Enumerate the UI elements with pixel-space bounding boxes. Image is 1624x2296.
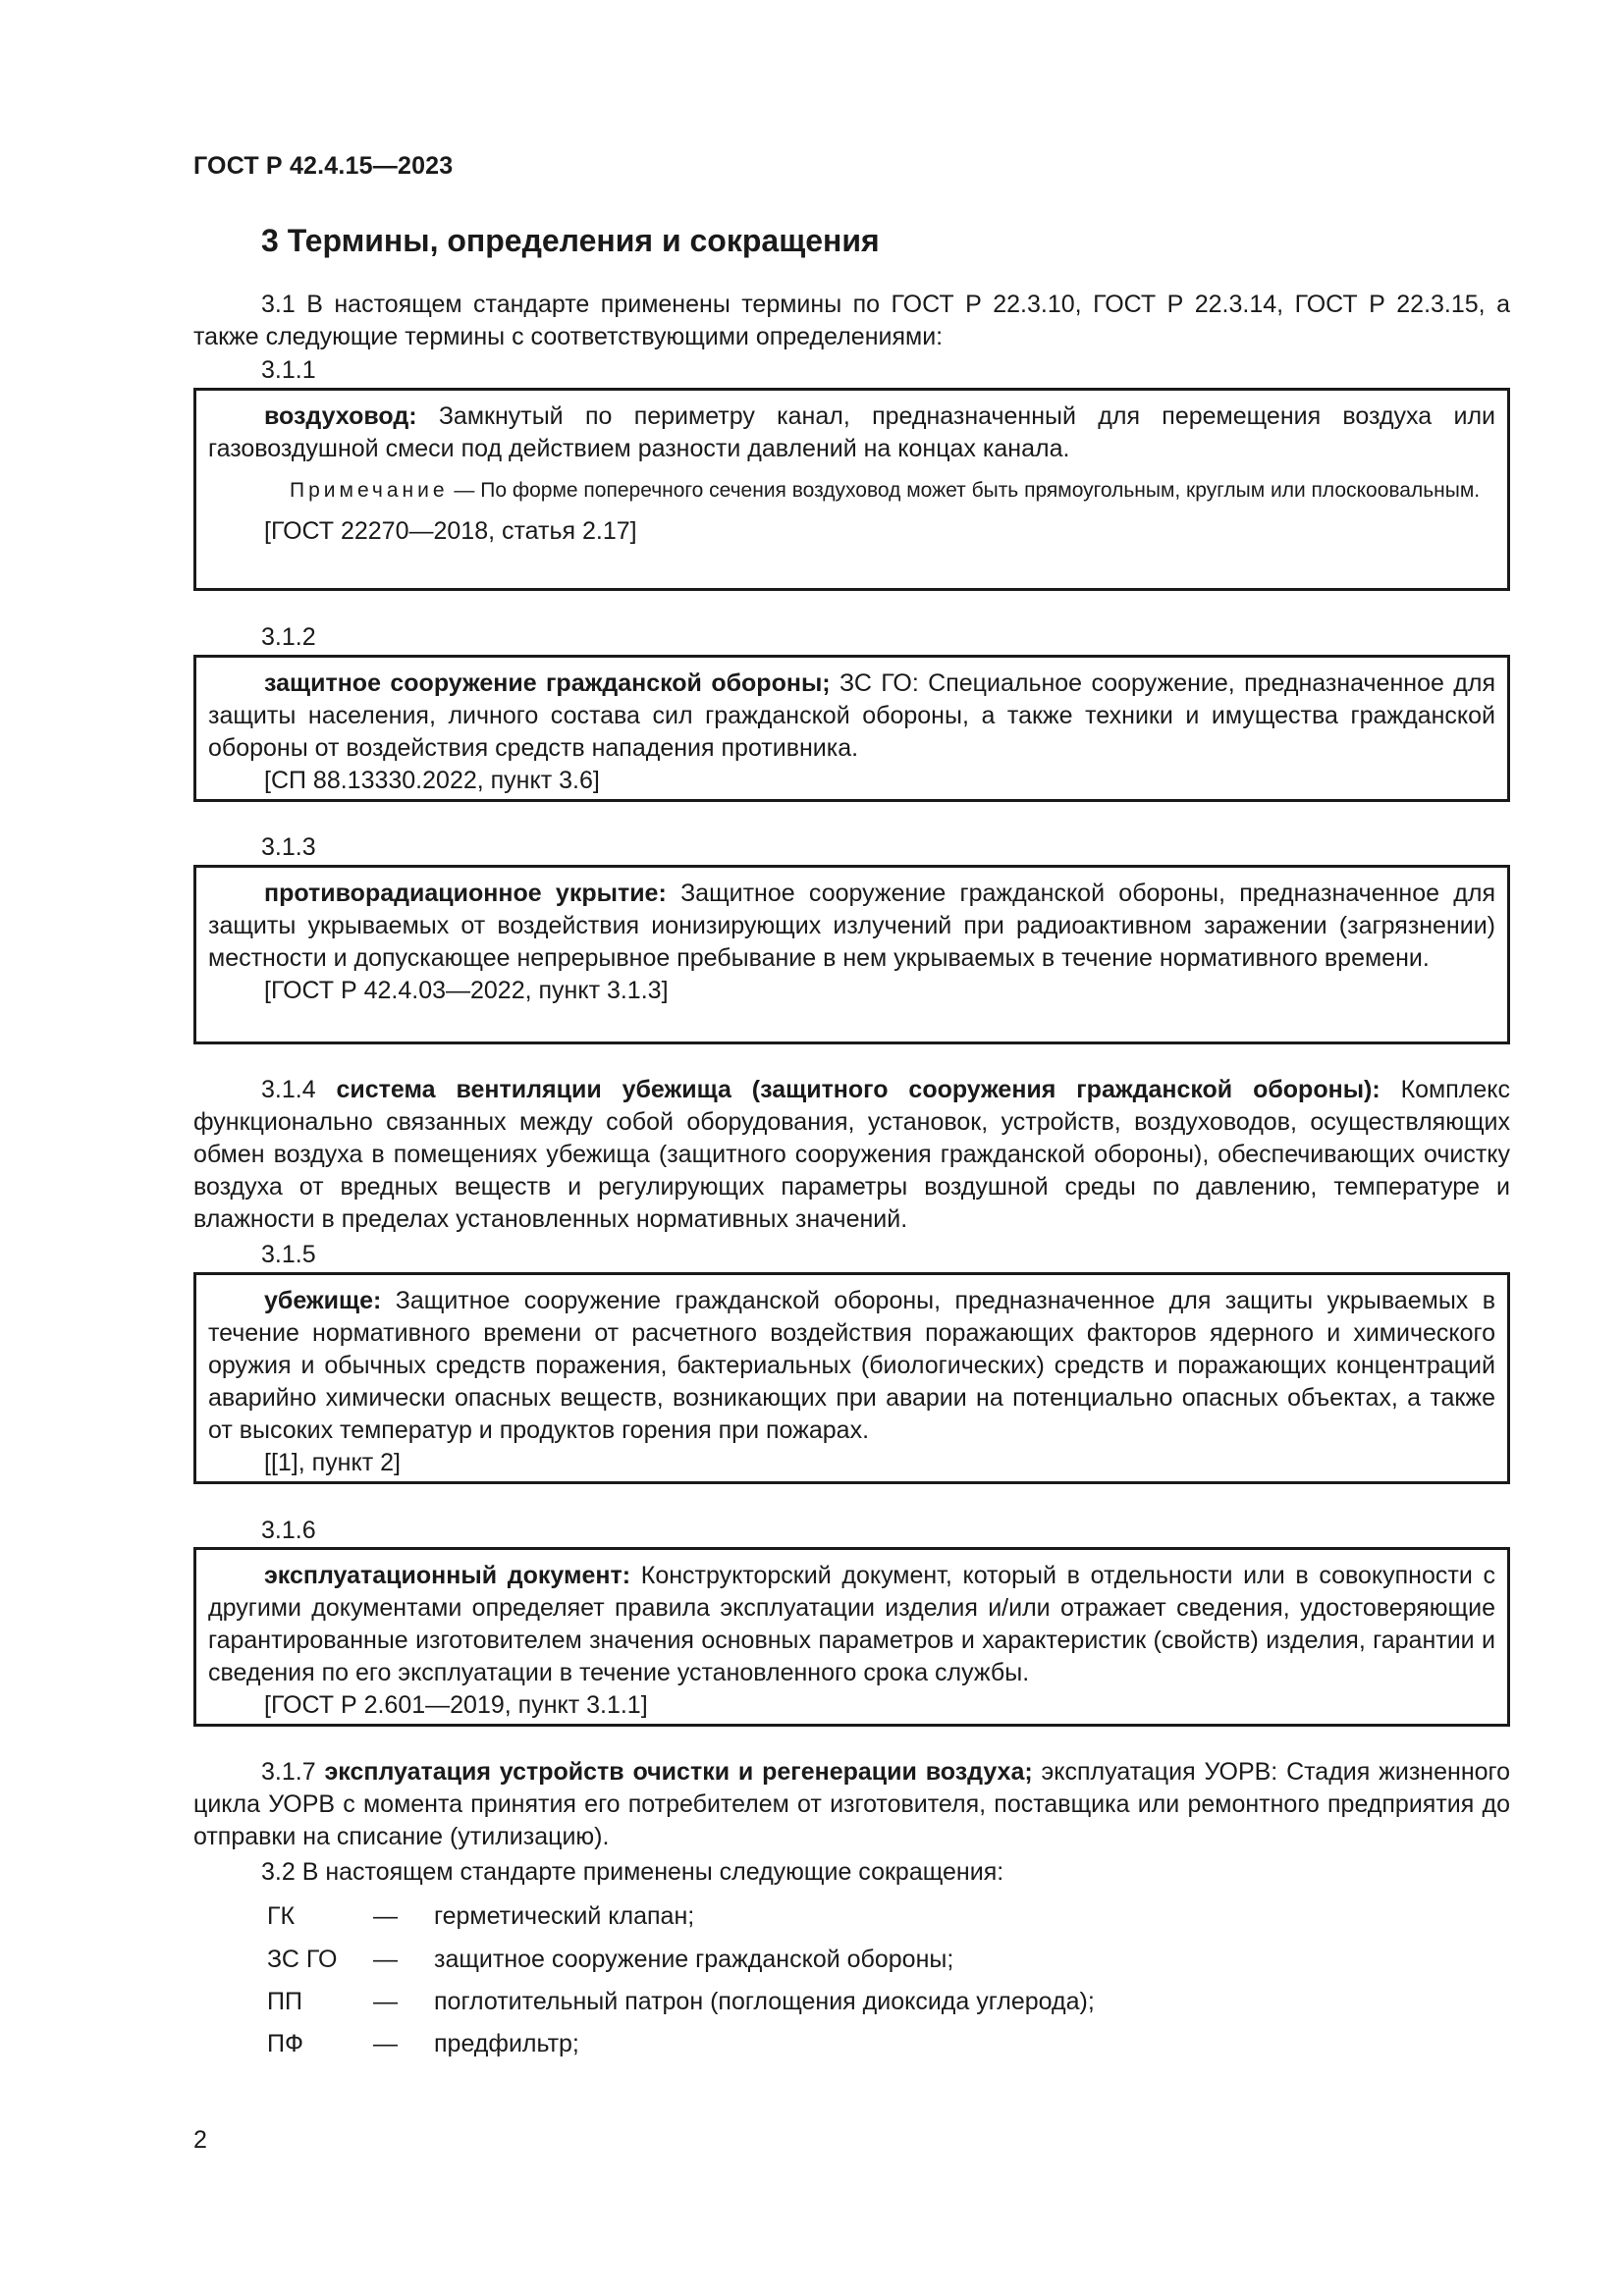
term-source: [СП 88.13330.2022, пункт 3.6]	[264, 767, 600, 794]
abbreviation-definition: защитное сооружение гражданской обороны;	[434, 1946, 954, 1973]
abbreviation-dash: —	[373, 1988, 398, 2015]
term-name: убежище:	[264, 1287, 382, 1314]
term-definition: Защитное сооружение гражданской обороны, предназначенное для защиты укрываемых от воздействия ионизирующих излучений при радиоактивном заражении (загрязнении) местности и допускающее непрерывное пребывание в нем укрываемых в течение нормативного времени.	[208, 880, 1495, 972]
term-box	[193, 388, 1510, 591]
intro-paragraph: 3.1 В настоящем стандарте применены термины по ГОСТ Р 22.3.10, ГОСТ Р 22.3.14, ГОСТ Р 22.3.15, а также следующие термины с соответствующими определениями:	[193, 291, 1510, 350]
document-id-header: ГОСТ Р 42.4.15—2023	[193, 152, 454, 180]
abbreviation-term: ПФ	[267, 2030, 303, 2057]
term-3-1-7-paragraph	[193, 1756, 1510, 1853]
term-name: противорадиационное укрытие:	[264, 880, 667, 907]
term-source: [ГОСТ 22270—2018, статья 2.17]	[264, 517, 637, 545]
term-definition: эксплуатация УОРВ: Стадия жизненного цикла УОРВ с момента принятия его потребителем от изготовителя, поставщика или ремонтного предприятия до отправки на списание (утилизацию).	[193, 1758, 1510, 1850]
term-definition: ЗС ГО: Специальное сооружение, предназначенное для защиты населения, личного состава сил гражданской обороны, а также техники и имущества гражданской обороны от воздействия средств нападения противника.	[208, 669, 1495, 762]
term-box	[193, 655, 1510, 802]
term-number: 3.1.1	[261, 356, 316, 384]
abbreviation-dash: —	[373, 1902, 398, 1930]
abbreviation-term: ГК	[267, 1902, 296, 1930]
term-number: 3.1.2	[261, 623, 316, 651]
term-number: 3.1.4	[261, 1076, 316, 1103]
term-number: 3.1.6	[261, 1517, 316, 1544]
term-name: воздуховод:	[264, 402, 417, 430]
term-definition: Комплекс функционально связанных между собой оборудования, установок, устройств, воздуховодов, осуществляющих обмен воздуха в помещениях убежища (защитного сооружения гражданской обороны), обеспечивающих очистку воздуха от вредных веществ и регулирующих параметры воздушной среды по давлению, температуре и влажности в пределах установленных нормативных значений.	[193, 1076, 1510, 1233]
term-paragraph	[208, 878, 1495, 975]
term-number: 3.1.5	[261, 1241, 316, 1268]
term-box	[193, 1272, 1510, 1484]
note-label: Примечание	[290, 479, 449, 502]
term-name: система вентиляции убежища (защитного сооружения гражданской обороны):	[336, 1076, 1380, 1103]
page-number: 2	[193, 2126, 207, 2154]
term-definition: Конструкторский документ, который в отдельности или в совокупности с другими документами определяет правила эксплуатации изделия и/или отражает сведения, удостоверяющие гарантированные изготовителем значения основных параметров и характеристик (свойств) изделия, гарантии и сведения по его эксплуатации в течение установленного срока службы.	[208, 1562, 1495, 1686]
term-number: 3.1.7	[261, 1758, 316, 1786]
term-note	[208, 475, 1495, 506]
term-paragraph	[208, 400, 1495, 465]
term-paragraph	[208, 1285, 1495, 1447]
abbreviation-term: ЗС ГО	[267, 1946, 338, 1973]
abbreviations-intro: 3.2 В настоящем стандарте применены следующие сокращения:	[261, 1858, 1004, 1886]
term-source: [[1], пункт 2]	[264, 1449, 401, 1476]
abbreviation-term: ПП	[267, 1988, 302, 2015]
term-definition: Защитное сооружение гражданской обороны, предназначенное для защиты укрываемых в течение нормативного времени от расчетного воздействия поражающих факторов ядерного и химического оружия и обычных средств поражения, бактериальных (биологических) средств и поражающих концентраций аварийно химически опасных веществ, возникающих при аварии на потенциально опасных объектах, а также от высоких температур и продуктов горения при пожарах.	[208, 1287, 1495, 1444]
term-paragraph	[208, 667, 1495, 765]
section-title: 3 Термины, определения и сокращения	[261, 223, 880, 258]
term-name: эксплуатация устройств очистки и регенерации воздуха;	[324, 1758, 1033, 1786]
abbreviation-definition: поглотительный патрон (поглощения диоксида углерода);	[434, 1988, 1095, 2015]
term-definition: Замкнутый по периметру канал, предназначенный для перемещения воздуха или газовоздушной смеси под действием разности давлений на концах канала.	[208, 402, 1495, 462]
term-number: 3.1.3	[261, 833, 316, 861]
abbreviation-dash: —	[373, 2030, 398, 2057]
abbreviation-definition: предфильтр;	[434, 2030, 579, 2057]
term-source: [ГОСТ Р 42.4.03—2022, пункт 3.1.3]	[264, 977, 669, 1004]
term-box	[193, 865, 1510, 1044]
abbreviation-dash: —	[373, 1946, 398, 1973]
term-3-1-4-paragraph	[193, 1074, 1510, 1236]
term-source: [ГОСТ Р 2.601—2019, пункт 3.1.1]	[264, 1691, 648, 1719]
abbreviation-definition: герметический клапан;	[434, 1902, 695, 1930]
term-name: эксплуатационный документ:	[264, 1562, 631, 1589]
term-box	[193, 1547, 1510, 1727]
term-name: защитное сооружение гражданской обороны;	[264, 669, 831, 697]
note-text: — По форме поперечного сечения воздуховод может быть прямоугольным, круглым или плоскоовальным.	[448, 479, 1481, 502]
term-paragraph	[208, 1560, 1495, 1689]
